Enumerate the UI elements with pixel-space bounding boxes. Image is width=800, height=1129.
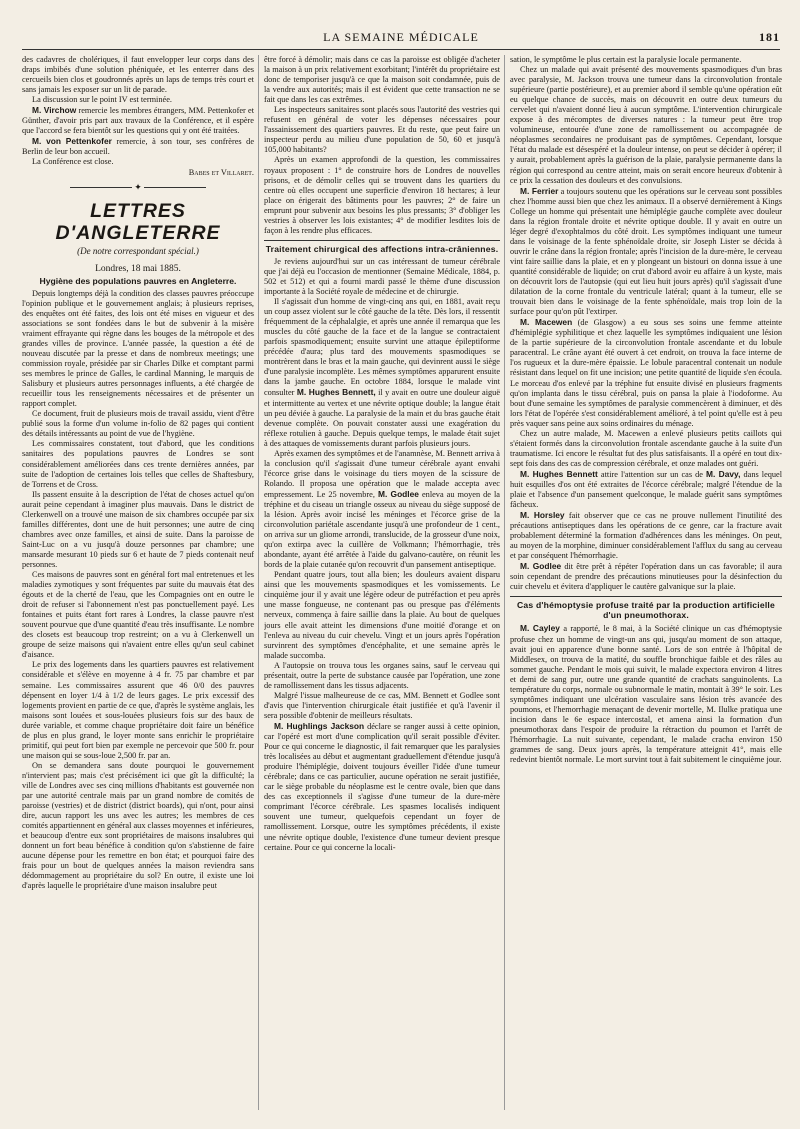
paragraph: Pendant quatre jours, tout alla bien; les douleurs avaient disparu ainsi que les mouvements spasmodiques et les vomissements. Le cinquième jour il y avait une légère odeur de putréfaction et peu après une masse fongueuse, ne contenant pas ou presque pas d'éléments nerveux, commença à faire saillie dans la plaie. Au bout de quelques jours elle avait atteint les dimensions d'une moitié d'orange et on l'enleva au niveau du cuir chevelu. Vingt et un jours après l'opération survinrent des symptômes d'encéphalite, et une semaine après le malade succomba. bbox=[264, 570, 500, 660]
paragraph-text: attire l'attention sur un cas de bbox=[600, 469, 703, 479]
column-divider bbox=[504, 55, 505, 1110]
paragraph bbox=[22, 136, 254, 157]
speaker-name: M. Virchow bbox=[32, 105, 77, 116]
paragraph: La discussion sur le point IV est terminée. bbox=[32, 95, 172, 105]
ornament-rule: ✦ bbox=[22, 182, 254, 192]
paragraph-text: déclare se ranger aussi à cette opinion, car l'opéré est mort d'une complication qu'il serait possible d'éviter. Pour ce qui concerne le diagnostic, il fait remarquer que les paralysies très localisées au début et augmentant graduellement d'étendue jusqu'à produire l'hémiplégie, doivent toujours éveiller l'idée d'une tumeur cérébrale; dans ce cas particulier, aucune opération ne serait justifiée, car le siège probable du néoplasme est le centre ovale, bien que dans des cas exceptionnels il s'agisse d'une tumeur de la dure-mère comprimant l'écorce cérébrale. Les spasmes localisés indiquent souvent une tumeur, quelquefois cependant un foyer de ramollissement. Lorsque, outre les symptômes précédents, il existe une névrite optique double, l'existence d'une tumeur devient presque certaine. Pour ce qui concerne la locali- bbox=[264, 722, 500, 852]
section-title-letters: LETTRES D'ANGLETERRE bbox=[55, 199, 221, 244]
paragraph bbox=[510, 623, 782, 765]
paragraph bbox=[510, 561, 782, 592]
paragraph: Chez un autre malade, M. Macewen a enlevé plusieurs petits caillots qui s'étaient formés dans la circonvolution frontale ascendante gauche à la suite d'un traumatisme. Ici encore le résultat fut des plus satisfaisants. Il a opéré en tout dix-sept fois dans des cas de compression cérébrale, et onze malades ont guéri. bbox=[510, 428, 782, 468]
paragraph-text: remercie, à son tour, ses confrères de Berlin de leur bon accueil. bbox=[22, 137, 254, 157]
speaker-name: M. Ferrier bbox=[520, 185, 559, 196]
column-1 bbox=[22, 55, 254, 1110]
speaker-name: M. Cayley bbox=[520, 623, 560, 634]
paragraph: Malgré l'issue malheureuse de ce cas, MM. Bennett et Godlee sont d'avis que l'intervention chirurgicale était justifiée et qu'à l'avenir il sera possible d'obtenir de meilleurs résultats. bbox=[264, 690, 500, 720]
speaker-name: M. von Pettenkofer bbox=[32, 136, 112, 147]
column-divider bbox=[258, 55, 259, 1110]
paragraph: A l'autopsie on trouva tous les organes sains, sauf le cerveau qui présentait, outre la perte de substance causée par l'opération, une zone de ramollissement dans les tissus adjacents. bbox=[264, 660, 500, 690]
speaker-name: M. Hughes Bennett, bbox=[296, 387, 376, 398]
paragraph: On se demandera sans doute pourquoi le gouvernement n'intervient pas; mais c'est précisément ici que gît la difficulté; la ville de Londres avec ses cinq millions d'habitants est gouvernée non par une autorité centrale mais par un grand nombre de comités de paroisse (vestries) et de district (district boards), qui n'ont, pour ainsi dire, aucun rapport les uns avec les autres; les membres de ces comités appartiennent en général aux classes moyennes et inférieures, et beaucoup d'entre eux sont propriétaires de maisons insalubres qui donnent un fort beau bénéfice à condition qu'on s'abstienne de faire aucune dépense pour les remettre en bon état; et pourquoi faire des frais pour un bout de quelques années la maison reviendra sans dédommagement au propriétaire du sol? En outre, il existe une loi d'après laquelle le propriétaire d'une maison insalubre peut bbox=[22, 760, 254, 891]
paragraph: Ils passent ensuite à la description de l'état de choses actuel qu'on aurait peine cependant à imaginer plus mauvais. Dans le district de Clerkenwell on a trouvé une maison de six chambres occupée par six familles différentes, dont une de huit personnes; une autre de cinq chambres avec onze familles, et ainsi de suite. Dans la paroisse de Saint-Luc on a vu jusqu'à douze personnes par chambre; une mansarde mesurant 10 pieds sur 6 et haute de 7 pieds contenait neuf personnes. bbox=[22, 489, 254, 569]
speaker-name: M. Hughlings Jackson bbox=[274, 721, 365, 731]
paragraph-text: a rapporté, le 8 mai, à la Société clinique un cas d'hémoptysie profuse chez un homme de vingt-un ans qui, jusqu'au moment de son attaque, avait joui en apparence d'une bonne santé. Lors de son entrée à l'hôpital de Middlesex, on trouva de la matité, du souffle bronchique faible et des râles au sommet gauche. Pendant le mois qui suivit, le malade expectora environ 4 litres et demi de sang pur, outre une grande quantité de crachats sanguinolents. La température du corps, normale ou subnormale le matin, montait à 39° le soir. Les symptômes indiquant une ulcération vasculaire sans lésion très avancée des poumons, et l'hemorrhagie menaçant de devenir mortelle, M. Ilulke pratiqua une incision dans le 6e espace intercostal, et amena ainsi la formation d'un pneumothorax dans l'espoir de produire la rétraction du poumon et l'arrêt de l'hémorrhagie. La nuit suivante, cependant, le malade cracha environ 150 grammes de sang. Deux jours après, la température atteignit 41°, mais elle redevint bientôt normale. Le mort survint tout à fait subitement le cinquième jour. bbox=[510, 624, 782, 765]
paragraph: sation, le symptôme le plus certain est la paralysie locale permanente. bbox=[510, 55, 742, 64]
paragraph-text: enleva au moyen de la tréphine et du ciseau un triangle osseux au niveau du siège supposé de la lésion. Après avoir incisé les méninges et l'écorce grise de la circonvolution pariétale ascendante jusqu'à une profondeur de 1 cent., on arriva sur un gliome arrondi, translucide, de la grosseur d'une noix, qu'on extirpa avec la cuillère de Volkmann; l'hémorrhagie, très abondante, ayant été arrêtée à l'aide du galvano-cautère, on réunit les bords de la plaie cutanée qu'on recouvrit d'un pansement antiseptique. bbox=[264, 489, 500, 570]
speaker-name: M. Godlee bbox=[377, 488, 419, 499]
paragraph: Je reviens aujourd'hui sur un cas intéressant de tumeur cérébrale que j'ai déjà eu l'occasion de mentionner (Semaine Médicale, 1884, p. 502 et 512) et qui a fourni mardi passé le thème d'une discussion importante à la Société royale de médecine et de chirurgie. bbox=[264, 256, 500, 296]
paragraph bbox=[510, 510, 782, 561]
signature: Babes et Villaret. bbox=[188, 167, 254, 177]
page-header bbox=[22, 30, 780, 46]
paragraph bbox=[510, 186, 782, 318]
paragraph: Chez un malade qui avait présenté des mouvements spasmodiques d'un bras avec paralysie, M. Jackson trouva une tumeur dans la circonvolution frontale supérieure (partie postérieure), et au premier abord il semble qu'une opération eût eu quelque chance de succès, mais on découvrit en outre deux tumeurs du cervelet qui n'avaient donné lieu à aucun symptôme. L'intervention chirurgicale expose à des mécomptes de diverses natures : la tumeur peut être trop volumineuse, entourée d'une zone de ramollissement ou accompagnée de néoplasmes secondaires ne produisant pas de symptômes. Cependant, lorsque l'état du malade est désespéré et la douleur intense, on peut se décider à opérer; il y aurait, probablement après la guérison de la plaie, paralysie permanente dans la région qui correspond au centre atteint, mais on serait encore heureux d'obtenir à ce prix la cessation des douleurs et des convulsions. bbox=[510, 65, 782, 185]
paragraph bbox=[264, 297, 500, 449]
column-3 bbox=[510, 55, 782, 1110]
paragraph bbox=[264, 721, 500, 853]
paragraph: Ce document, fruit de plusieurs mois de travail assidu, vient d'être publié sous la forme d'un volume in-folio de 82 pages qui contient des détails intéressants au point de vue de l'hygiène. bbox=[22, 409, 254, 439]
paragraph-text: remercie les membres étrangers, MM. Pettenkofer et Günther, d'avoir pris part aux travaux de la Conférence, et il espère que l'accord se fera bientôt sur les questions qui y ont été traitées. bbox=[22, 106, 254, 136]
paragraph: Depuis longtemps déjà la condition des classes pauvres préoccupe l'opinion publique et le gouvernement anglais; à plusieurs reprises, des enquêtes ont été faites, des lois ont été mises en vigueur et des associations se sont fondées dans le but de subvenir à la misère vraiment effrayante qui règne dans les bouges de la métropole et des grandes villes de province. L'année passée, la question a été de nouveau discutée par la presse et dans de nombreux meetings; une commission royale, présidée par sir Charles Dilke et comptant parmi ses membres le prince de Galles, le cardinal Manning, le marquis de Salisbury et plusieurs autres personnages influents, a été chargée de recueillir tous les renseignements nécessaires et de présenter un rapport complet. bbox=[22, 288, 254, 409]
column-2 bbox=[264, 55, 500, 1110]
paragraph bbox=[264, 449, 500, 571]
paragraph-text: dit être prêt à répéter l'opération dans un cas favorable; il aura soin cependant de prendre des précautions minutieuses pour la désinfection du cuir chevelu et évitera d'appliquer le cautère galvanique sur la plaie. bbox=[510, 562, 782, 592]
speaker-name: M. Macewen bbox=[520, 317, 573, 328]
header-rule bbox=[22, 49, 780, 50]
section-rule bbox=[264, 240, 500, 241]
section-subtitle: (De notre correspondant spécial.) bbox=[77, 245, 199, 256]
paragraph: La Conférence est close. bbox=[32, 157, 114, 167]
paragraph-text: Il s'agissait d'un homme de vingt-cinq ans qui, en 1881, avait reçu un coup assez violent sur le côté gauche de la tête. Dès lors, il ressentit fréquemment de la céphalalgie, et après une année il remarqua que les muscles du côté gauche de la face et de la langue se contractaient parfois spasmodiquement; ensuite survint une attaque épileptiforme précédée d'aura; plus tard des mouvements spasmodiques se montrèrent dans le bras et la main gauche, qui devinrent aussi le siège d'une paralysie incomplète. Les mêmes symptômes apparurent ensuite dans la jambe gauche. En octobre 1884, lorsque le malade vint consulter bbox=[264, 297, 500, 398]
paragraph-text: fait observer que ce cas ne prouve nullement l'inutilité des précautions antiseptiques dans les opérations de ce genre, car la fracture avait probablement déterminé la formation d'adhérences dans les méninges. On peut, au moyen de la morphine, diminuer considérablement l'afflux du sang au cerveau et par conséquent l'hémorrhagie. bbox=[510, 511, 782, 561]
page-number: 181 bbox=[759, 30, 780, 44]
paragraph-text: a toujours soutenu que les opérations sur le cerveau sont possibles chez l'homme aussi bien que chez les animaux. Il a observé dernièrement à Kings College un homme qui présentait une hémiplégie gauche complète avec douleur dans la région frontale droite et névrite optique double. Il y avait en outre un léger degré d'exophtalmos du côté droit. Les symptômes indiquant une tumeur dans le voisinage de la fente sphénoïdale droite, sir Joseph Lister se décida à ouvrir le crâne dans la région frontale; après l'incision de la dure-mère, le cerveau vint faire saillie dans la plaie, et en y plongeant un bistouri on donna issue à une quantité considérable de liquide; on crut d'abord avoir eu affaire à un kyste, mais on découvrit lors de l'autopsie (qui eut lieu huit jours après) qu'il s'agissait d'une dilatation de la corne frontale du ventricule latéral; quant à la tumeur, elle se trouvait bien dans le voisinage de la fente sphénoïdale, mais trop loin de la surface pour qu'on pût l'extirper. bbox=[510, 186, 782, 317]
paragraph bbox=[510, 469, 782, 510]
speaker-name: M. Davy, bbox=[706, 468, 741, 479]
paragraph-text: (de Glasgow) a eu sous ses soins une femme atteinte d'hémiplégie syphilitique et chez laquelle les symptômes indiquaient une lésion de la partie supérieure de la circonvolution frontale ascendante et du lobule paracentral. Le crâne ayant été ouvert à cet endroit, on trouva la face interne de l'os rugueux et la dure-mère épaissie. Le lobule paracentral contenait un nodule résistant dans lequel on fit une incision; une petite quantité de liquide s'en écoula. Le morceau d'os enlevé par la tréphine fut ensuite divisé en plusieurs fragments qu'on implanta dans le tissu cérébral, puis on pansa la plaie à l'iodoforme. Au bout d'une semaine les symptômes de paralysie commencèrent à diminuer, et dès lors l'état de l'opérée s'est considérablement amélioré, à tel point qu'elle est à peu près vaquer sans peine aux soins ordinaires du ménage. bbox=[510, 318, 782, 428]
article-heading: Traitement chirurgical des affections intra-crâniennes. bbox=[265, 243, 499, 254]
paragraph-text: dans lequel huit esquilles d'os ont été extraites de l'écorce cérébrale; malgré l'étendue de la plaie et l'absence d'un pansement quelconque, le malade guérit sans symptômes fâcheux. bbox=[510, 469, 782, 510]
speaker-name: M. Horsley bbox=[520, 510, 565, 521]
dateline: Londres, 18 mai 1885. bbox=[95, 263, 181, 274]
article-heading: Hygiène des populations pauvres en Angleterre. bbox=[39, 275, 237, 286]
running-title: LA SEMAINE MÉDICALE bbox=[323, 30, 479, 44]
paragraph bbox=[510, 317, 782, 429]
speaker-name: M. Godlee bbox=[520, 561, 562, 572]
paragraph: Le prix des logements dans les quartiers pauvres est relativement considérable et s'élève en moyenne à 4 fr. 75 par chambre et par semaine. Les commissaires assurent que 46 0/0 des pauvres dépensent en loyer 1/4 à 1/2 de leurs gages. Le prix excessif des logements provient en partie de ce que, d'après le système anglais, les maisons sont louées et sous-louées plusieurs fois sur des baux de durée variable, et comme chaque propriétaire doit faire un bénéfice de plus en plus grand, le loyer monte sans enrichir le propriétaire primitif, qui peut fort bien par exemple ne percevoir que 500 fr. pour une maison qui se sous-loue 2,500 fr. par an. bbox=[22, 660, 254, 760]
speaker-name: M. Hughes Bennett bbox=[520, 468, 598, 479]
paragraph: Les commissaires constatent, tout d'abord, que les conditions sanitaires des populations pauvres de Londres se sont considérablement améliorées dans ces trente dernières années, par suite de l'adoption de certaines lois telles que celles de Shaftesbury, de Torrens et de Cross. bbox=[22, 439, 254, 489]
paragraph: Ces maisons de pauvres sont en général fort mal entretenues et les maladies zymotiques y sont fréquentes par suite du mauvais état des égouts et de la cherté de l'eau, que les Compagnies ont en outre le droit de refuser si l'abonnement n'est pas ponctuellement payé. Les fontaines et puits étant fort rares à Londres, la classe pauvre n'est souvent pourvue que d'une quantité d'eau très insuffisante. Le nombre des closets est beaucoup trop restreint; on a vu à Clerkenwell un groupe de seize maisons qui n'avaient entre elles qu'un seul cabinet d'aisance. bbox=[22, 570, 254, 660]
paragraph: des cadavres de cholériques, il faut envelopper leur corps dans des draps imbibés d'une solution phéniquée, et les enterrer dans des cercueils bien clos et goudronnés après un laps de temps très court et sans jamais les exposer sur un lit de parade. bbox=[22, 55, 254, 95]
paragraph-text: il y avait en outre une douleur aiguë et intermittente au vertex et une névrite optique double; la langue était un peu déviée à gauche. La paralysie de la main et du bras gauche était devenue complète. On pouvait constater aussi une exagération du réflexe rotulien à gauche. Depuis quelque temps, le malade était sujet à des attaques de vomissements durant parfois plusieurs jours. bbox=[264, 388, 500, 448]
paragraph: Les inspecteurs sanitaires sont placés sous l'autorité des vestries qui refusent en général de voter les dépenses nécessaires pour l'assainissement des quartiers pauvres. Et du reste, que peut faire un inspecteur perdu au milieu d'une population de 50, 60 et jusqu'à 105,000 habitants? bbox=[264, 105, 500, 155]
article-heading: Cas d'hémoptysie profuse traité par la production artificielle d'un pneumothorax. bbox=[517, 600, 775, 621]
section-rule bbox=[510, 596, 782, 597]
paragraph-text: Après examen des symptômes et de l'anamnèse, M. Bennett arriva à la conclusion qu'il s'agissait d'une tumeur cérébrale ayant envahi l'écorce grise dans le voisinage du tiers moyen de la scissure de Rolando. Il proposa une opération que le malade accepta avec empressement. Le 25 novembre, bbox=[264, 448, 500, 499]
paragraph bbox=[22, 105, 254, 136]
paragraph: être forcé à démolir; mais dans ce cas la paroisse est obligée d'acheter la maison à un prix relativement exorbitant; l'intérêt du propriétaire est donc de temporiser jusqu'à ce que la maison soit condamnée, puis de la vendre aux autorités; mais il est évident que cette transaction ne se fait que dans les cas extrêmes. bbox=[264, 55, 500, 105]
paragraph: Après un examen approfondi de la question, les commissaires royaux proposent : 1° de construire hors de Londres de nouvelles prisons, et de démolir celles qui se trouvent dans les quartiers du centre où elles occupent une superficie d'environ 18 hectares; à leur place on érigerait des bâtiments pour les pauvres; 2° de faire un emprunt pour subvenir aux besoins les plus pressants; 3° d'obliger les vestries à observer les lois existantes; 4° de modifier lesdites lois de façon à les rendre plus efficaces. bbox=[264, 155, 500, 235]
